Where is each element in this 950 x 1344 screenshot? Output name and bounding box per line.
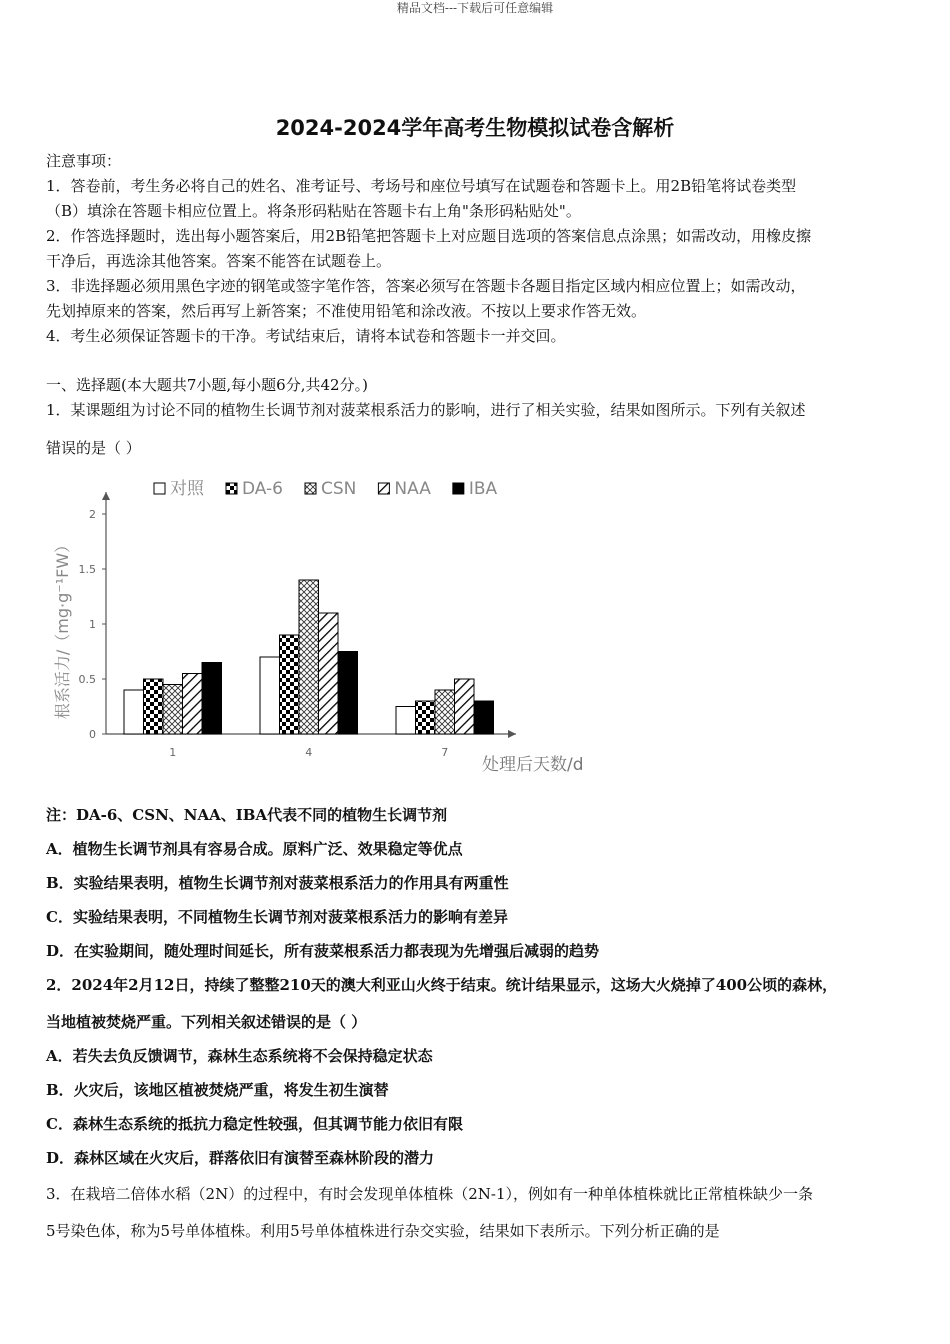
notice-item: 3．非选择题必须用黑色字迹的钢笔或签字笔作答，答案必须写在答题卡各题目指定区域内相应位置上；如需改动， [46,277,806,295]
q1-note: 注：DA-6、CSN、NAA、IBA代表不同的植物生长调节剂 [46,806,448,824]
x-tick-label: 1 [169,746,177,759]
y-tick-label: 2 [89,508,96,521]
legend-swatch [226,483,237,494]
x-tick-label: 4 [305,746,313,759]
x-axis-label: 处理后天数/d [482,755,584,775]
notice-item: （B）填涂在答题卡相应位置上。将条形码粘贴在答题卡右上角"条形码粘贴处"。 [46,202,581,220]
legend-label: NAA [394,479,431,499]
legend-swatch [154,483,165,494]
q3-stem-cont: 5号染色体，称为5号单体植株。利用5号单体植株进行杂交实验，结果如下表所示。下列分析正确的是 [46,1222,720,1240]
bar [474,701,494,734]
notice-heading: 注意事项： [46,152,122,170]
legend-swatch [305,483,316,494]
notice-item: 干净后，再选涂其他答案。答案不能答在试题卷上。 [46,252,392,270]
y-tick-label: 0.5 [78,673,96,686]
q3-stem: 3．在栽培二倍体水稻（2N）的过程中，有时会发现单体植株（2N-1），例如有一种单体植株就比正常植株缺少一条 [46,1185,813,1203]
bar [435,690,455,734]
bar [144,679,164,734]
y-tick-label: 1 [89,618,96,631]
q2-option-b: B．火灾后，该地区植被焚烧严重，将发生初生演替 [46,1081,389,1099]
bar [124,690,144,734]
notice-item: 2．作答选择题时，选出每小题答案后，用2B铅笔把答题卡上对应题目选项的答案信息点涂黑；如需改动，用橡皮擦 [46,227,812,245]
bar [183,674,203,735]
root-activity-bar-chart [46,478,606,778]
q2-option-a: A．若失去负反馈调节，森林生态系统将不会保持稳定状态 [46,1047,433,1065]
legend-swatch [378,483,389,494]
bar [163,685,183,735]
q2-stem: 2．2024年2月12日，持续了整整210天的澳大利亚山火终于结束。统计结果显示，这场大火烧掉了400公顷的森林， [46,976,838,994]
y-tick-label: 1.5 [78,563,96,576]
bar [280,635,300,734]
legend-label: CSN [321,479,357,499]
q1-option-d: D．在实验期间，随处理时间延长，所有菠菜根系活力都表现为先增强后减弱的趋势 [46,942,600,960]
legend-label: 对照 [170,479,204,499]
y-axis-label: 根系活力/（mg·g⁻¹FW） [53,536,72,720]
bar [396,707,416,735]
notice-item: 4．考生必须保证答题卡的干净。考试结束后，请将本试卷和答题卡一并交回。 [46,327,566,345]
section-heading: 一、选择题(本大题共7小题,每小题6分,共42分。) [46,376,368,394]
notice-item: 先划掉原来的答案，然后再写上新答案；不准使用铅笔和涂改液。不按以上要求作答无效。 [46,302,647,320]
bar [202,663,222,735]
y-axis-arrow [102,492,110,500]
q1-option-c: C．实验结果表明，不同植物生长调节剂对菠菜根系活力的影响有差异 [46,908,508,926]
legend-label: IBA [468,479,498,499]
y-tick-label: 0 [89,728,96,741]
paper-title: 2024-2024学年高考生物模拟试卷含解析 [275,116,675,140]
page-header-note: 精品文档---下载后可任意编辑 [396,1,554,15]
bar [338,652,358,735]
bar [455,679,475,734]
x-axis-arrow [508,730,516,738]
q2-option-d: D．森林区域在火灾后，群落依旧有演替至森林阶段的潜力 [46,1149,435,1167]
x-tick-label: 7 [441,746,449,759]
q1-stem-cont: 错误的是（ ） [46,439,141,457]
legend-swatch [453,483,464,494]
bar [416,701,436,734]
legend-label: DA-6 [242,479,283,499]
bar [319,613,339,734]
q1-option-b: B．实验结果表明，植物生长调节剂对菠菜根系活力的作用具有两重性 [46,874,509,892]
bar [299,580,319,734]
q2-option-c: C．森林生态系统的抵抗力稳定性较强，但其调节能力依旧有限 [46,1115,463,1133]
q2-stem-cont: 当地植被焚烧严重。下列相关叙述错误的是（ ） [46,1013,367,1031]
bar [260,657,280,734]
q1-option-a: A．植物生长调节剂具有容易合成。原料广泛、效果稳定等优点 [46,840,463,858]
notice-item: 1．答卷前，考生务必将自己的姓名、准考证号、考场号和座位号填写在试题卷和答题卡上。用2B铅笔将试卷类型 [46,177,797,195]
q1-stem: 1．某课题组为讨论不同的植物生长调节剂对菠菜根系活力的影响，进行了相关实验，结果如图所示。下列有关叙述 [46,401,806,419]
